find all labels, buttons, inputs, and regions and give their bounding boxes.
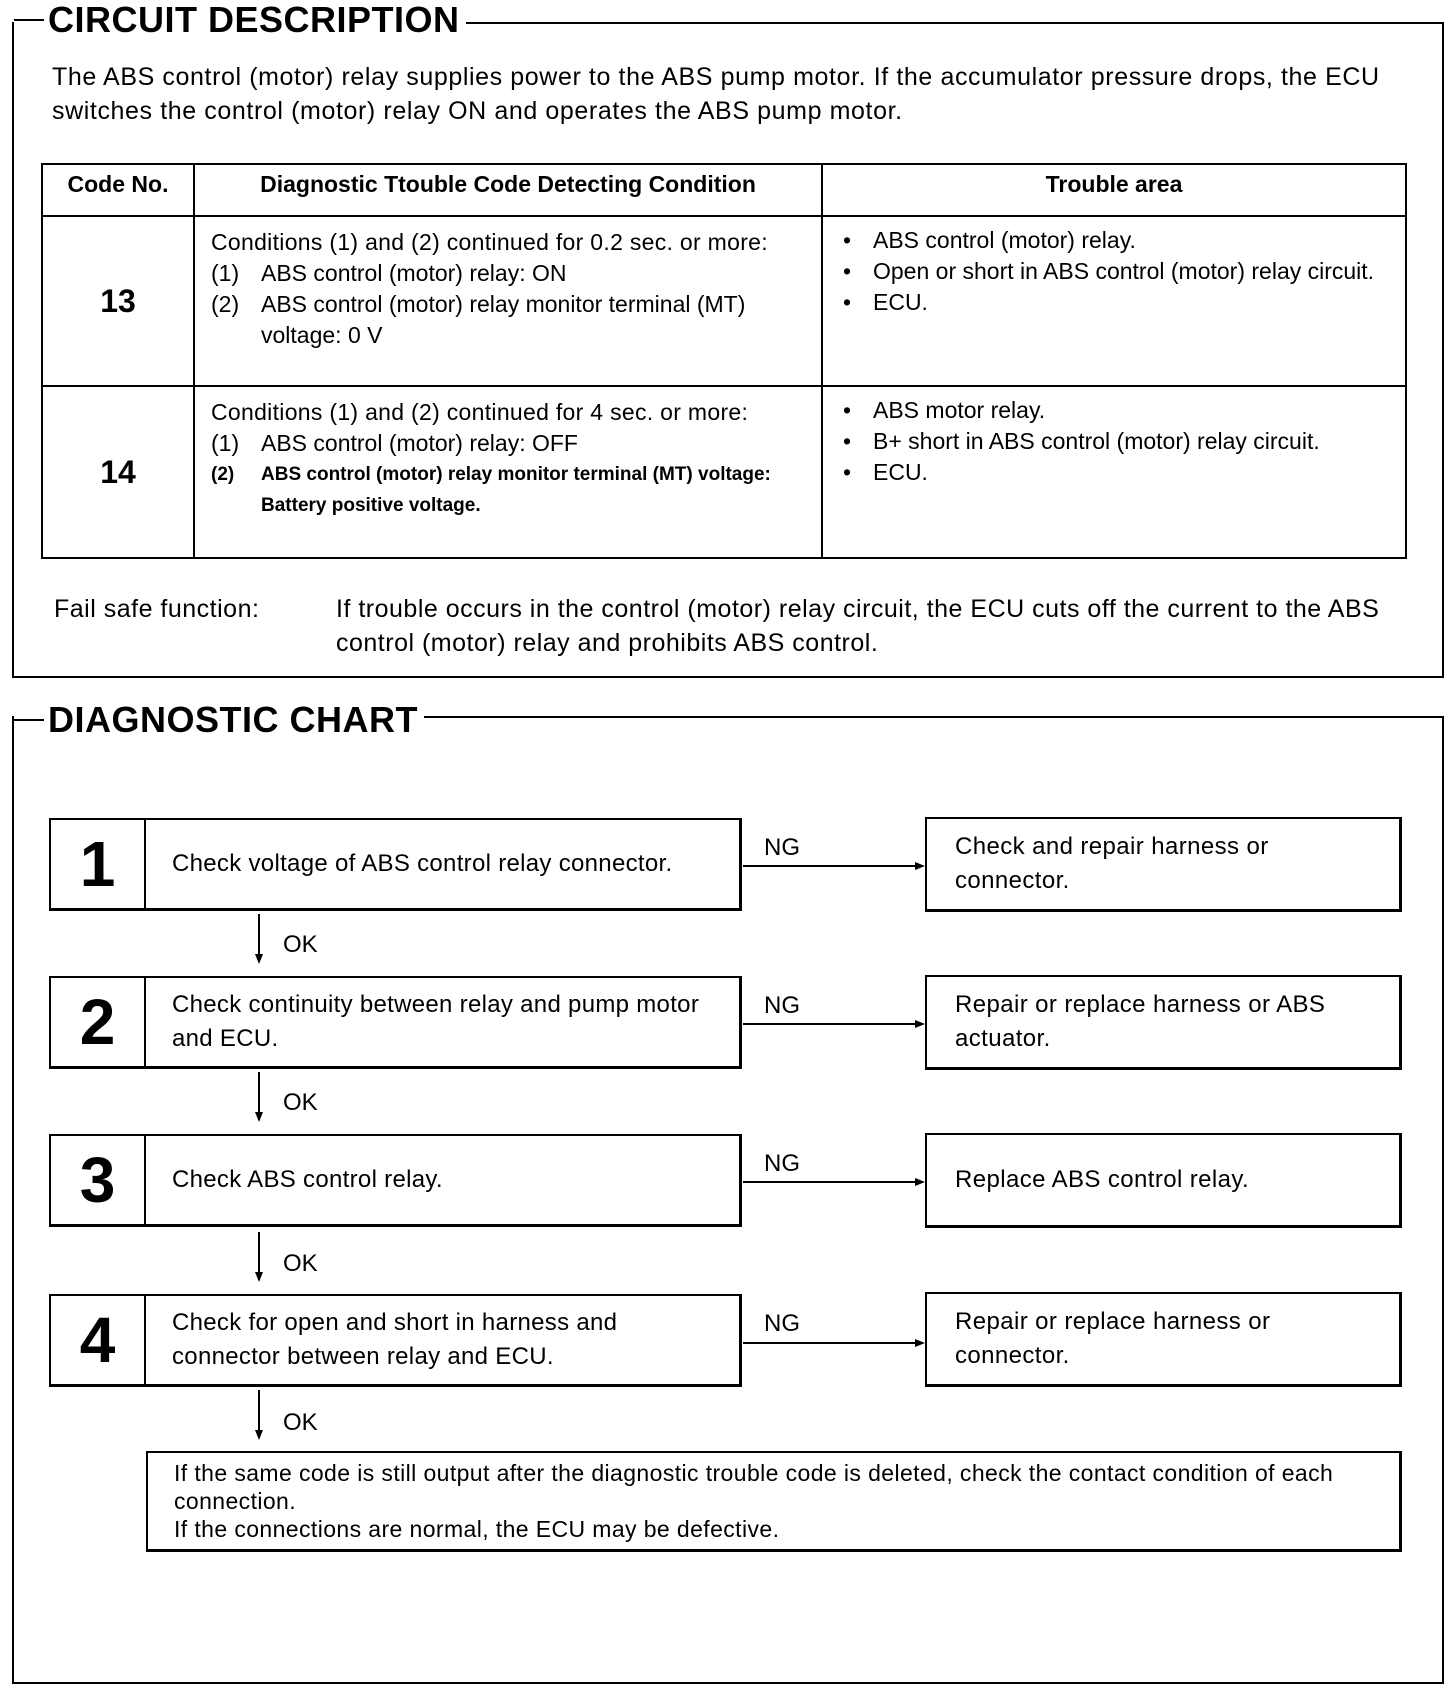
trouble-area-item: • ABS control (motor) relay. bbox=[839, 225, 1393, 256]
trouble-area-item: • Open or short in ABS control (motor) relay circuit. bbox=[839, 256, 1393, 287]
diagnostic-step-4 bbox=[49, 1294, 742, 1387]
step-text: Check continuity between relay and pump motor and ECU. bbox=[172, 991, 700, 1052]
condition-number: (2) bbox=[211, 464, 235, 485]
condition-lead: Conditions (1) and (2) continued for 4 sec. or more: bbox=[211, 399, 749, 425]
fail-safe-text: If trouble occurs in the control (motor) relay circuit, the ECU cuts off the current to the ABS control (motor) relay and prohibits ABS control. bbox=[336, 595, 1380, 657]
ok-arrow bbox=[258, 1390, 260, 1438]
trouble-area-item: • ECU. bbox=[839, 287, 1393, 318]
trouble-code-table bbox=[41, 163, 1407, 559]
ng-arrow bbox=[743, 1023, 923, 1025]
step-1-result: Check and repair harness or connector. bbox=[925, 817, 1402, 912]
condition-text: ABS control (motor) relay: ON bbox=[261, 260, 567, 286]
fail-safe-function bbox=[54, 592, 1414, 660]
fail-safe-label: Fail safe function: bbox=[54, 595, 260, 623]
condition-number: (2) bbox=[211, 291, 240, 317]
header-condition: Diagnostic Ttouble Code Detecting Condition bbox=[194, 164, 822, 216]
final-note bbox=[146, 1451, 1402, 1552]
diagnostic-step-3 bbox=[49, 1134, 742, 1227]
step-text: Check for open and short in harness and connector between relay and ECU. bbox=[172, 1309, 618, 1370]
condition-cell bbox=[194, 216, 822, 386]
step-3-result: Replace ABS control relay. bbox=[925, 1133, 1402, 1228]
ok-arrow bbox=[258, 1072, 260, 1120]
ng-label: NG bbox=[764, 1150, 800, 1177]
condition-number: (1) bbox=[211, 260, 240, 286]
ok-label: OK bbox=[283, 1250, 318, 1277]
step-number: 4 bbox=[51, 1296, 146, 1384]
header-code: Code No. bbox=[42, 164, 194, 216]
ng-label: NG bbox=[764, 834, 800, 861]
ng-label: NG bbox=[764, 992, 800, 1019]
step-4-result: Repair or replace harness or connector. bbox=[925, 1292, 1402, 1387]
ok-label: OK bbox=[283, 1089, 318, 1116]
condition-line bbox=[211, 289, 809, 351]
diagnostic-step-2 bbox=[49, 976, 742, 1069]
step-number: 1 bbox=[51, 820, 146, 908]
condition-lead: Conditions (1) and (2) continued for 0.2 sec. or more: bbox=[211, 229, 768, 255]
step-text: Check voltage of ABS control relay connector. bbox=[172, 850, 673, 877]
ok-arrow bbox=[258, 914, 260, 962]
table-row bbox=[42, 216, 1406, 386]
trouble-area-item: • B+ short in ABS control (motor) relay circuit. bbox=[839, 426, 1393, 457]
trouble-area-cell bbox=[822, 386, 1406, 558]
ok-label: OK bbox=[283, 931, 318, 958]
trouble-area-item: • ECU. bbox=[839, 457, 1393, 488]
code-cell: 14 bbox=[42, 386, 194, 558]
condition-text: ABS control (motor) relay monitor terminal (MT) voltage: 0 V bbox=[261, 291, 746, 348]
circuit-description-text: The ABS control (motor) relay supplies power to the ABS pump motor. If the accumulator pressure drops, the ECU switches the control (motor) relay ON and operates the ABS pump motor. bbox=[52, 63, 1380, 125]
condition-cell bbox=[194, 386, 822, 558]
ng-arrow bbox=[743, 1342, 923, 1344]
ng-arrow bbox=[743, 865, 923, 867]
condition-text: ABS control (motor) relay monitor terminal (MT) voltage: Battery positive voltage. bbox=[261, 464, 771, 516]
code-cell: 13 bbox=[42, 216, 194, 386]
diagnostic-step-1 bbox=[49, 818, 742, 911]
final-note-line: If the same code is still output after the diagnostic trouble code is deleted, check the contact condition of each connection. bbox=[174, 1460, 1334, 1514]
trouble-area-cell bbox=[822, 216, 1406, 386]
table-row bbox=[42, 386, 1406, 558]
table-header-row bbox=[42, 164, 1406, 216]
condition-text: ABS control (motor) relay: OFF bbox=[261, 430, 578, 456]
circuit-description-title: CIRCUIT DESCRIPTION bbox=[14, 0, 466, 40]
final-note-line: If the connections are normal, the ECU may be defective. bbox=[174, 1516, 780, 1542]
condition-line bbox=[211, 428, 809, 459]
diagnostic-chart-title: DIAGNOSTIC CHART bbox=[14, 700, 424, 740]
condition-number: (1) bbox=[211, 430, 240, 456]
condition-line bbox=[211, 459, 809, 521]
ok-label: OK bbox=[283, 1409, 318, 1436]
step-number: 3 bbox=[51, 1136, 146, 1224]
trouble-area-item: • ABS motor relay. bbox=[839, 395, 1393, 426]
ok-arrow bbox=[258, 1232, 260, 1280]
header-area: Trouble area bbox=[822, 164, 1406, 216]
step-text: Check ABS control relay. bbox=[172, 1166, 443, 1193]
step-number: 2 bbox=[51, 978, 146, 1066]
ng-label: NG bbox=[764, 1310, 800, 1337]
condition-line bbox=[211, 258, 809, 289]
step-2-result: Repair or replace harness or ABS actuator. bbox=[925, 975, 1402, 1070]
ng-arrow bbox=[743, 1181, 923, 1183]
